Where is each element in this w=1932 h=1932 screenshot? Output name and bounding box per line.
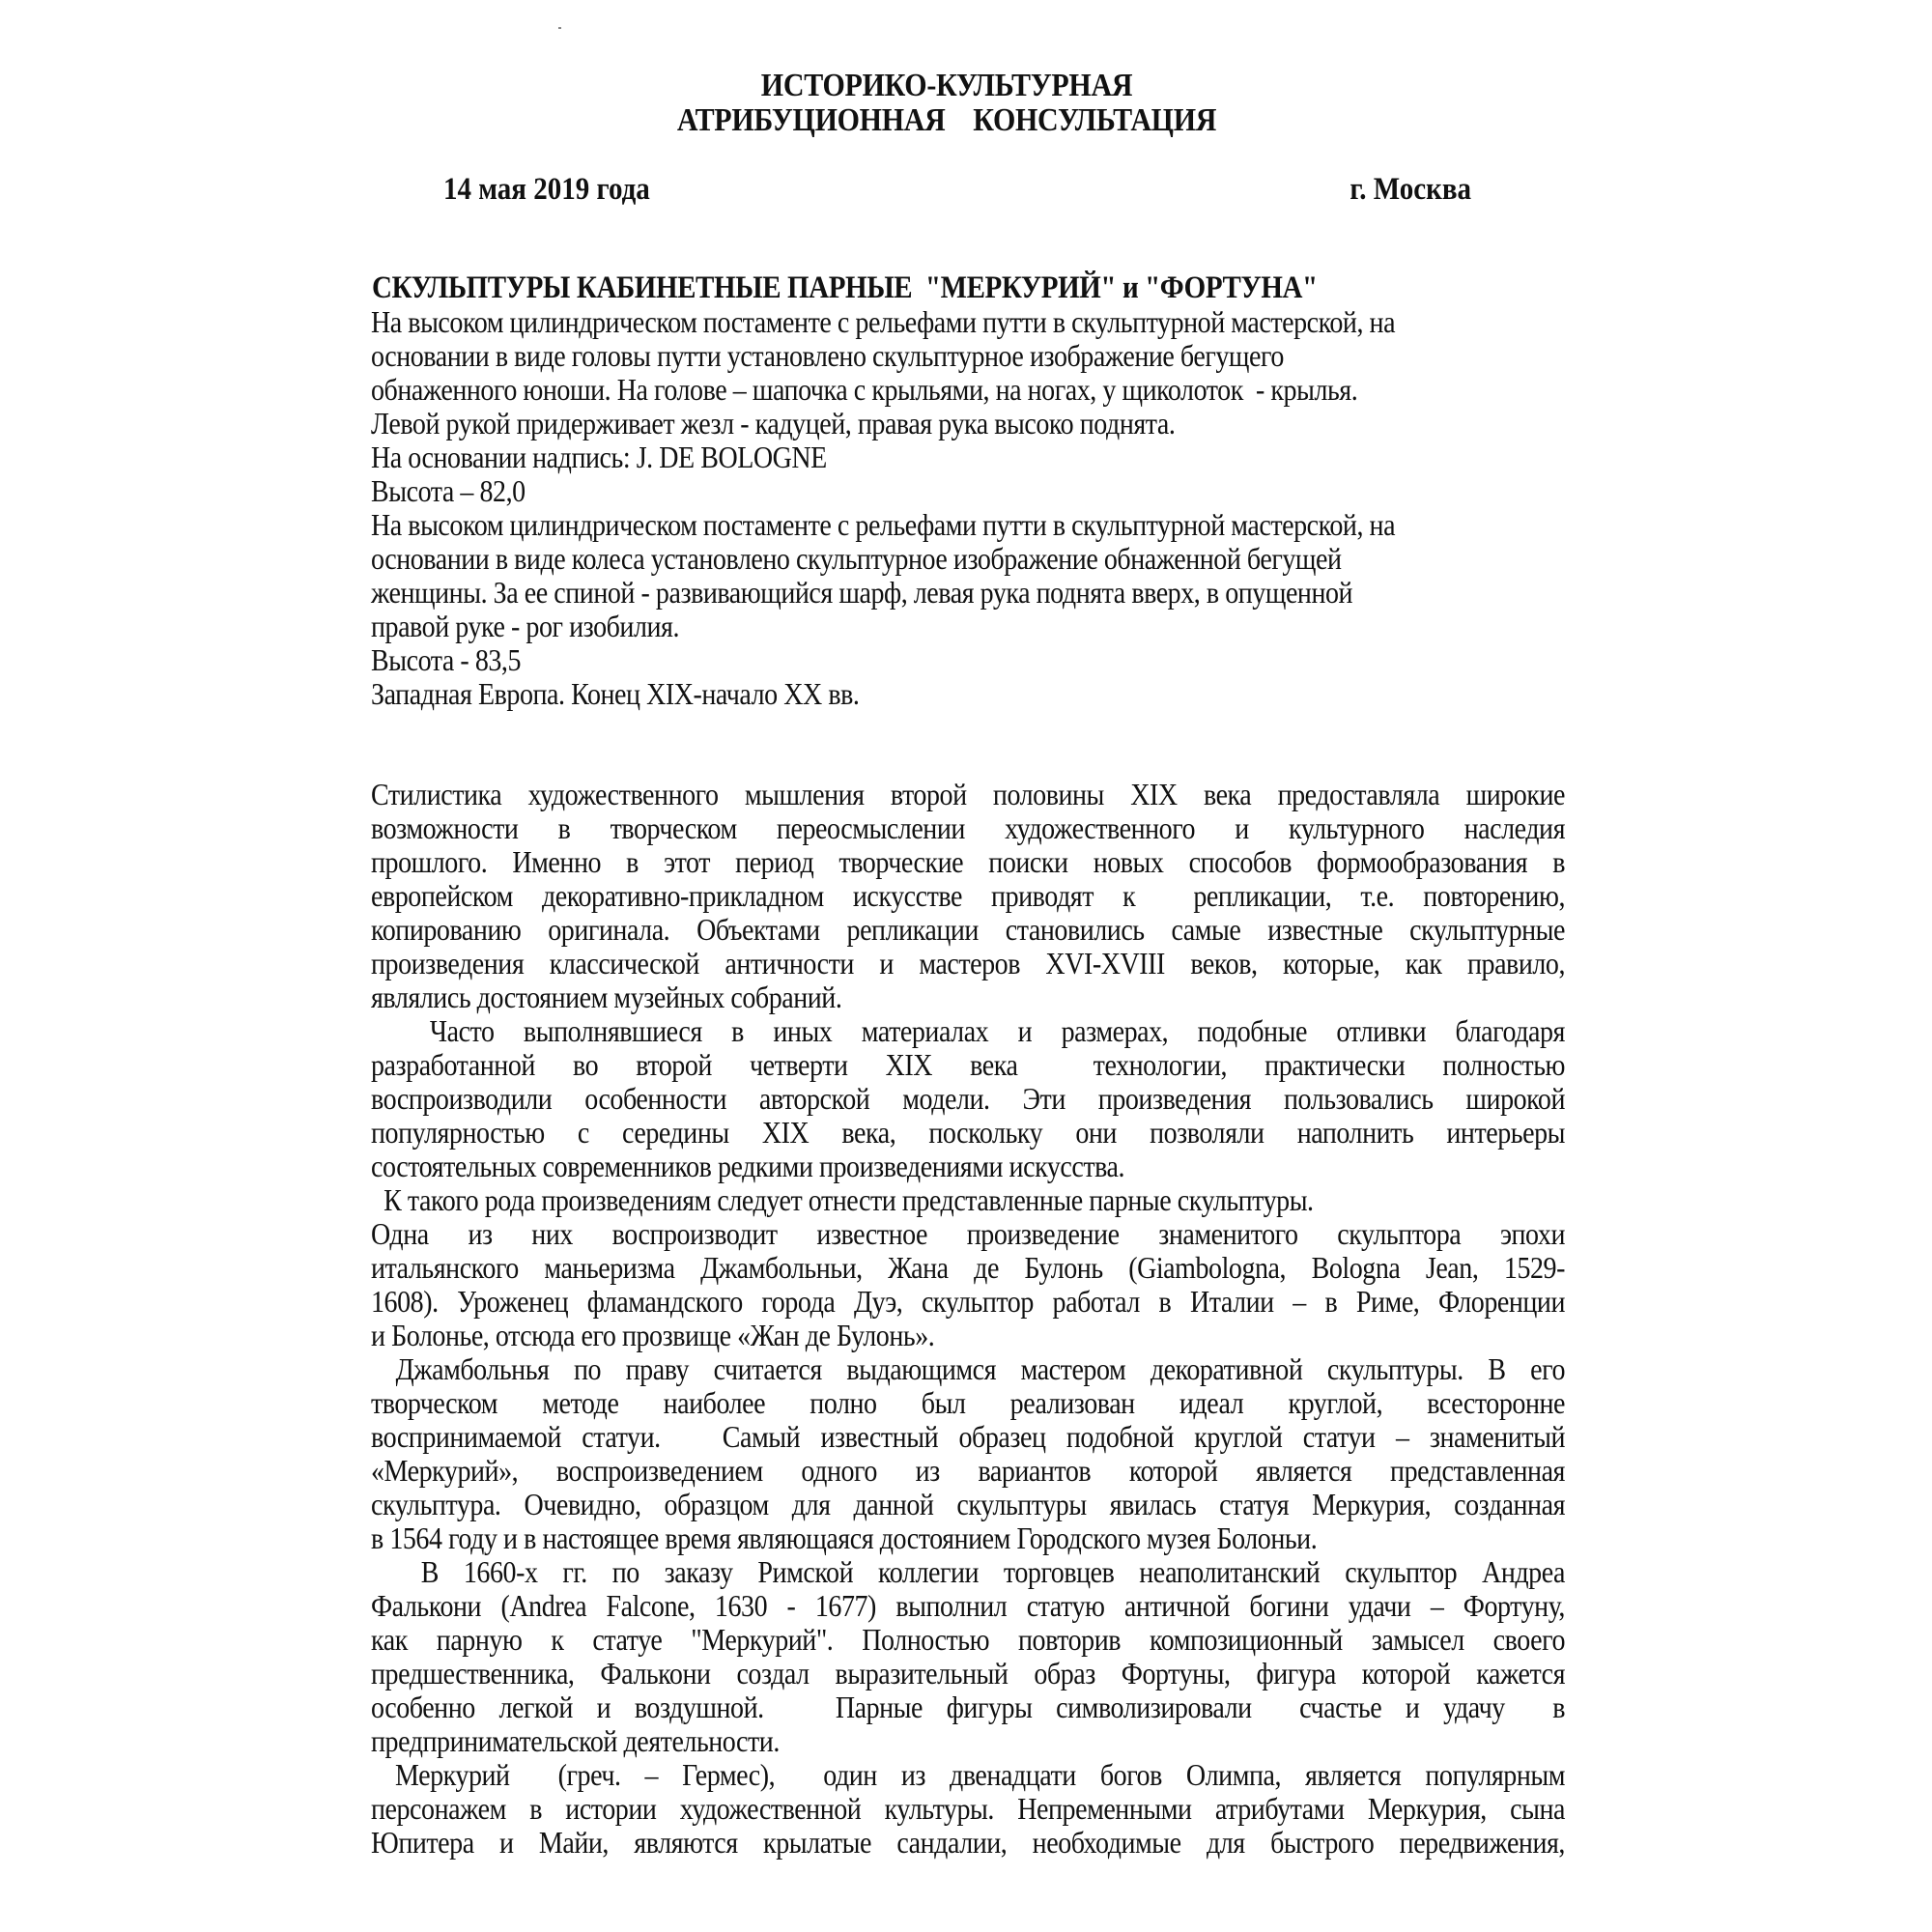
paragraph-line: воспринимаемой статуи. Самый известный образец подобной круглой статуи – знаменитый: [371, 1421, 1565, 1455]
paragraph-line: разработанной во второй четверти XIX века технологии, практически полностью: [371, 1049, 1565, 1083]
scan-speck: [558, 27, 561, 29]
paragraph-line: произведения классической античности и мастеров XVI-XVIII веков, которые, как правило,: [371, 948, 1565, 981]
description-line: основании в виде колеса установлено скульптурное изображение обнаженной бегущей: [371, 543, 1342, 577]
paragraph-line: Меркурий (греч. – Гермес), один из двенадцати богов Олимпа, является популярным: [371, 1759, 1565, 1793]
paragraph-line: Стилистика художественного мышления второй половины XIX века предоставляла широкие: [371, 779, 1565, 812]
paragraph-line: состоятельных современников редкими произведениями искусства.: [371, 1151, 1125, 1184]
paragraph-line: Юпитера и Майи, являются крылатые сандалии, необходимые для быстрого передвижения,: [371, 1827, 1565, 1861]
paragraph-line: воспроизводили особенности авторской модели. Эти произведения пользовались широкой: [371, 1083, 1565, 1117]
paragraph-line: 1608). Уроженец фламандского города Дуэ, скульптор работал в Италии – в Риме, Флоренции: [371, 1286, 1565, 1320]
paragraph-line: предпринимательской деятельности.: [371, 1725, 780, 1759]
paragraph-line: возможности в творческом переосмыслении художественного и культурного наследия: [371, 812, 1565, 846]
paragraph-line: В 1660-х гг. по заказу Римской коллегии торговцев неаполитанский скульптор Андреа: [371, 1556, 1565, 1590]
paragraph-line: особенно легкой и воздушной. Парные фигуры символизировали счастье и удачу в: [371, 1691, 1565, 1725]
paragraph-line: К такого рода произведениям следует отнести представленные парные скульптуры.: [371, 1184, 1314, 1218]
paragraph-line: предшественника, Фалькони создал выразительный образ Фортуны, фигура которой кажется: [371, 1658, 1565, 1691]
paragraph-line: Одна из них воспроизводит известное произведение знаменитого скульптора эпохи: [371, 1218, 1565, 1252]
paragraph-line: европейском декоративно-прикладном искусстве приводят к репликации, т.е. повторению,: [371, 880, 1565, 914]
description-line: основании в виде головы путти установлено скульптурное изображение бегущего: [371, 340, 1284, 374]
paragraph-line: в 1564 году и в настоящее время являющаяся достоянием Городского музея Болоньи.: [371, 1522, 1318, 1556]
description-line: женщины. За ее спиной - развивающийся шарф, левая рука поднята вверх, в опущенной: [371, 577, 1353, 611]
document-city: г. Москва: [1350, 172, 1471, 207]
paragraph-line: и Болонье, отсюда его прозвище «Жан де Булонь».: [371, 1320, 935, 1353]
paragraph-line: Часто выполнявшиеся в иных материалах и размерах, подобные отливки благодаря: [371, 1015, 1565, 1049]
description-line: Западная Европа. Конец XIX-начало XX вв.: [371, 678, 860, 712]
paragraph-line: «Меркурий», воспроизведением одного из вариантов которой является представленная: [371, 1455, 1565, 1489]
description-line: Левой рукой придерживает жезл - кадуцей, правая рука высоко поднята.: [371, 408, 1176, 441]
description-line: На высоком цилиндрическом постаменте с рельефами путти в скульптурной мастерской, на: [371, 306, 1396, 340]
paragraph-line: являлись достоянием музейных собраний.: [371, 981, 842, 1015]
paragraph-line: копированию оригинала. Объектами репликации становились самые известные скульптурные: [371, 914, 1565, 948]
paragraph-line: персонажем в истории художественной культуры. Непременными атрибутами Меркурия, сына: [371, 1793, 1565, 1827]
description-line: Высота – 82,0: [371, 475, 526, 509]
paragraph-line: Фалькони (Andrea Falcone, 1630 - 1677) выполнил статую античной богини удачи – Фортуну,: [371, 1590, 1565, 1624]
paragraph-line: прошлого. Именно в этот период творческие поиски новых способов формообразования в: [371, 846, 1565, 880]
paragraph-line: популярностью с середины XIX века, поскольку они позволяли наполнить интерьеры: [371, 1117, 1565, 1151]
document-title-line-2: АТРИБУЦИОННАЯ КОНСУЛЬТАЦИЯ: [676, 101, 1217, 138]
description-line: Высота - 83,5: [371, 644, 522, 678]
description-line: На основании надпись: J. DE BOLOGNE: [371, 441, 827, 475]
description-line: правой руке - рог изобилия.: [371, 611, 679, 644]
object-heading: СКУЛЬПТУРЫ КАБИНЕТНЫЕ ПАРНЫЕ "МЕРКУРИЙ" и "ФОРТУНА": [372, 270, 1318, 305]
description-line: обнаженного юноши. На голове – шапочка с крыльями, на ногах, у щиколоток - крылья.: [371, 374, 1358, 408]
description-line: На высоком цилиндрическом постаменте с рельефами путти в скульптурной мастерской, на: [371, 509, 1396, 543]
paragraph-line: итальянского маньеризма Джамбольньи, Жана де Булонь (Giambologna, Bologna Jean, 1529-: [371, 1252, 1565, 1286]
paragraph-line: творческом методе наиболее полно был реализован идеал круглой, всесторонне: [371, 1387, 1565, 1421]
document-date: 14 мая 2019 года: [443, 172, 650, 207]
document-title-line-1: ИСТОРИКО-КУЛЬТУРНАЯ: [760, 67, 1133, 103]
paragraph-line: Джамбольнья по праву считается выдающимся мастером декоративной скульптуры. В его: [371, 1353, 1565, 1387]
paragraph-line: скульптура. Очевидно, образцом для данной скульптуры явилась статуя Меркурия, созданная: [371, 1489, 1565, 1522]
paragraph-line: как парную к статуе "Меркурий". Полностью повторив композиционный замысел своего: [371, 1624, 1565, 1658]
